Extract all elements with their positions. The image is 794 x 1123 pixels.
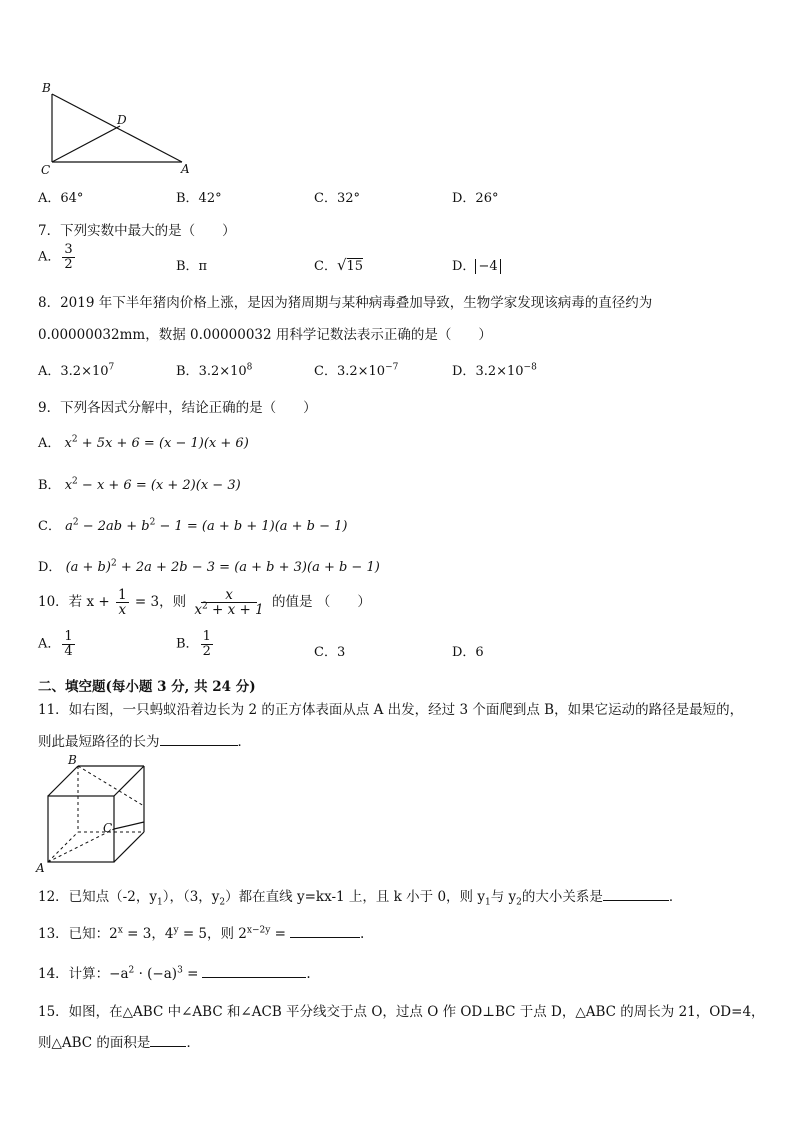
q11-answer-blank[interactable] (160, 733, 238, 746)
q9-d-post: + 2a + 2b − 3 = (a + b + 3)(a + b − 1) (116, 560, 380, 575)
q7-c-label: C． (314, 259, 337, 274)
q12-mid2: ）都在直线 y=kx-1 上，且 k 小于 0，则 y (225, 889, 485, 905)
q12-mid3: 与 y (490, 889, 517, 905)
q9-c-label: C． (38, 519, 61, 534)
q9-c-pre: a (65, 519, 73, 534)
q10-b-label: B． (176, 636, 199, 652)
cube-label-a: A (36, 861, 45, 874)
q9-b-pre: x (64, 478, 73, 493)
q9-a-label: A． (38, 436, 61, 451)
label-a: A (181, 162, 190, 176)
q9-a-sup: 2 (71, 434, 78, 445)
q9-option-c[interactable] (38, 515, 348, 534)
q10-f1-num: 1 (117, 587, 127, 603)
sqrt-sign-icon: √ (336, 256, 347, 274)
q6-option-b[interactable]: B．42° (176, 191, 222, 206)
q7-stem: 7．下列实数中最大的是（ ） (38, 223, 236, 239)
label-d: D (117, 113, 127, 127)
cube-edge-top-right (114, 766, 144, 796)
q10-fraction-2 (192, 588, 265, 617)
q11-stem-line1: 11．如右图，一只蚂蚁沿着边长为 2 的正方体表面从点 A 出发，经过 3 个面爬到点 B，如果它运动的路径是最短的， (38, 702, 744, 718)
q15-end: ． (186, 1035, 200, 1051)
q13-mid3: = (270, 926, 286, 942)
q10-stem (38, 588, 371, 617)
q10-mid: = 3，则 (134, 594, 187, 611)
q10-option-c[interactable]: C．3 (314, 645, 346, 660)
q10-prefix: 10．若 x + (38, 594, 110, 611)
q11-line2-end: ． (237, 734, 251, 750)
q9-c-post: − 1 = (a + b + 1)(a + b − 1) (155, 519, 348, 534)
q11-stem-line2 (38, 730, 251, 750)
q12-answer-blank[interactable] (603, 888, 669, 901)
q8-option-a[interactable] (38, 360, 114, 379)
q15-answer-blank[interactable] (150, 1034, 186, 1047)
q10-option-a[interactable] (38, 630, 77, 658)
q13-sup-1: x (117, 925, 123, 936)
q9-d-pre: (a + b) (65, 560, 111, 575)
q8-a-base: 3.2×10 (60, 364, 109, 379)
q13-end: . (359, 926, 365, 942)
q7-option-d[interactable] (452, 255, 501, 274)
q10-a-label: A． (38, 636, 61, 652)
q14-sup-1: 2 (128, 965, 135, 976)
cube-label-b: B (68, 753, 77, 767)
q13-mid1: = 3，4 (122, 926, 174, 942)
q12-stem (38, 885, 683, 908)
q10-f2-den-sup: 2 (202, 601, 208, 612)
q8-b-label: B． (176, 364, 199, 379)
triangle-figure (38, 80, 198, 176)
q9-c-sup1: 2 (72, 517, 79, 528)
q9-a-pre: x (64, 436, 72, 451)
q10-f2-num: x (201, 588, 257, 603)
q10-option-b[interactable] (176, 630, 215, 658)
q10-b-num: 1 (202, 629, 211, 644)
q12-sub-3: 1 (484, 897, 491, 908)
q10-b-den: 2 (202, 643, 211, 659)
q8-d-exp: −8 (523, 362, 537, 373)
q13-answer-blank[interactable] (290, 925, 360, 938)
q14-mid: · (−a) (134, 966, 178, 982)
q12-post: 的大小关系是 (521, 889, 603, 905)
q8-stem-line2: 0.00000032mm，数据 0.00000032 用科学记数法表示正确的是（ ） (38, 327, 492, 343)
q8-d-label: D． (452, 364, 476, 379)
ant-path-solid (114, 822, 144, 829)
q12-end: ． (668, 889, 683, 905)
q10-fraction-1 (116, 588, 129, 617)
q9-a-post: + 5x + 6 = (x − 1)(x + 6) (77, 436, 249, 451)
q8-a-exp: 7 (108, 362, 115, 373)
section-heading-fill-in: 二、填空题(每小题 3 分, 共 24 分) (38, 679, 256, 695)
q8-d-base: 3.2×10 (475, 364, 524, 379)
q14-sup-2: 3 (177, 965, 183, 976)
cube-figure (34, 752, 164, 874)
q13-pre: 13．已知：2 (38, 926, 118, 942)
q7-d-abs (475, 259, 500, 274)
q9-d-label: D． (38, 560, 62, 575)
q14-post: = (182, 966, 199, 982)
q7-a-den: 2 (64, 256, 73, 272)
q14-end: . (306, 966, 311, 982)
q9-b-post: − x + 6 = (x + 2)(x − 3) (77, 478, 241, 493)
q10-b-fraction (201, 630, 213, 658)
q13-stem (38, 922, 364, 942)
q8-c-label: C． (314, 364, 337, 379)
q13-mid2: = 5，则 2 (178, 926, 247, 942)
q7-option-c[interactable] (314, 255, 363, 274)
q9-b-sup: 2 (72, 476, 78, 487)
q7-c-radicand: 15 (346, 259, 364, 274)
q7-a-label: A． (38, 249, 61, 265)
q8-c-base: 3.2×10 (336, 364, 386, 379)
q8-option-b[interactable] (176, 360, 252, 379)
q7-a-fraction (62, 243, 74, 271)
cube-hidden-edge-diagonal (48, 832, 78, 862)
ant-path-dashed-1 (78, 766, 144, 806)
q7-d-label: D． (452, 259, 476, 274)
q14-stem (38, 962, 311, 982)
q7-option-b[interactable]: B．π (176, 259, 208, 274)
q10-option-d[interactable]: D．6 (452, 645, 484, 660)
q8-b-base: 3.2×10 (198, 364, 247, 379)
q14-pre: 14．计算：−a (38, 966, 129, 982)
q9-option-b[interactable] (38, 474, 241, 493)
q12-sub-2: 2 (219, 897, 226, 908)
q6-option-c[interactable]: C．32° (314, 191, 360, 206)
q9-option-d[interactable] (38, 556, 380, 575)
q10-suffix: 的值是 （ ） (272, 594, 371, 611)
q11-line2-text: 则此最短路径的长为 (38, 734, 160, 750)
label-b: B (42, 81, 51, 95)
q15-stem-line1: 15．如图，在△ABC 中∠ABC 和∠ACB 平分线交于点 O，过点 O 作 OD⊥BC 于点 D，△ABC 的周长为 21，OD=4， (38, 1004, 765, 1020)
q10-a-fraction (62, 630, 74, 658)
cube-label-c: C (103, 821, 113, 835)
q13-sup-3: x−2y (246, 925, 271, 936)
q14-answer-blank[interactable] (202, 965, 306, 978)
q8-c-exp: −7 (385, 362, 399, 373)
q10-a-den: 4 (64, 643, 73, 659)
q9-c-mid: − 2ab + b (78, 519, 150, 534)
cube-edge-top-left (48, 766, 78, 796)
q10-a-num: 1 (64, 629, 73, 644)
q15-stem-line2 (38, 1031, 200, 1051)
q12-pre: 12．已知点（-2，y (38, 889, 157, 905)
q9-c-sup2: 2 (149, 517, 156, 528)
q6-option-d[interactable]: D．26° (452, 191, 499, 206)
q7-a-num: 3 (64, 242, 73, 257)
q12-sub-1: 1 (156, 897, 163, 908)
q8-option-c[interactable] (314, 360, 398, 379)
q9-stem: 9．下列各因式分解中，结论正确的是（ ） (38, 400, 317, 416)
q7-d-abs-value: −4 (478, 259, 498, 274)
q15-line2-text: 则△ABC 的面积是 (38, 1035, 151, 1051)
label-c: C (41, 163, 51, 176)
q12-sub-4: 2 (516, 897, 522, 908)
q10-f2-den-pre: x (194, 602, 202, 619)
cube-edge-right-bottom (114, 832, 144, 862)
q8-stem-line1: 8．2019 年下半年猪肉价格上涨，是因为猪周期与某种病毒叠加导致，生物学家发现该病毒的直径约为 (38, 295, 653, 311)
q13-sup-2: y (173, 925, 179, 936)
q9-d-sup: 2 (110, 558, 117, 569)
q8-option-d[interactable] (452, 360, 537, 379)
q7-option-a[interactable] (38, 243, 77, 271)
q9-b-label: B． (38, 478, 61, 493)
q8-a-label: A． (38, 364, 61, 379)
q10-f2-den-post: + x + 1 (207, 602, 264, 619)
q6-option-a[interactable]: A．64° (38, 191, 84, 206)
q9-option-a[interactable] (38, 432, 249, 451)
q12-mid1: ），（3，y (162, 889, 220, 905)
segment-cd (52, 126, 120, 162)
q10-f1-den: x (118, 602, 127, 619)
q8-b-exp: 8 (246, 362, 253, 373)
q10-f2-den (192, 603, 265, 617)
